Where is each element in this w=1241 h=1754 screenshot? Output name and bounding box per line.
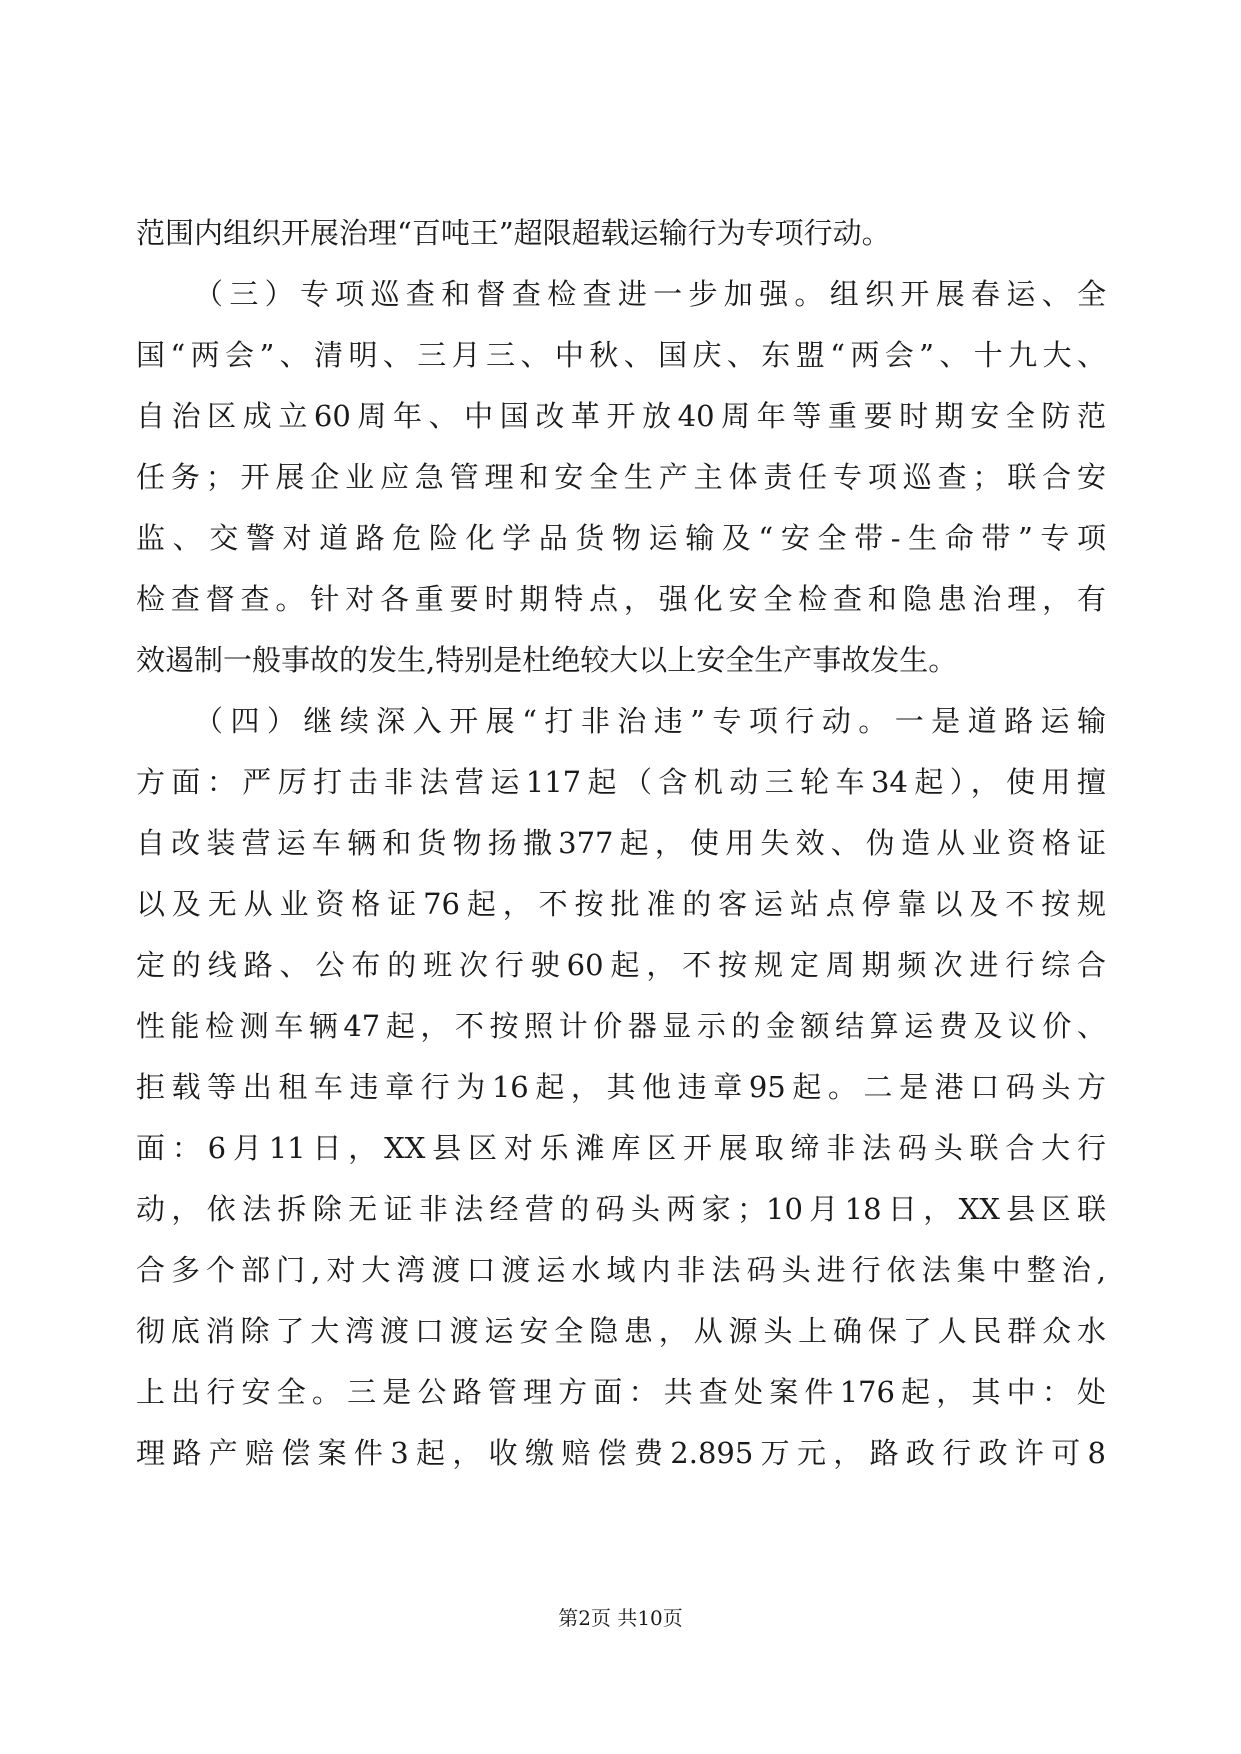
paragraph-line: 彻底消除了大湾渡口渡运安全隐患，从源头上确保了人民群众水 [136, 1314, 1106, 1348]
paragraph-line: 自改装营运车辆和货物扬撒377起，使用失效、伪造从业资格证 [136, 826, 1106, 860]
paragraph-line: 性能检测车辆47起，不按照计价器显示的金额结算运费及议价、 [136, 1009, 1106, 1043]
paragraph-line: 效遏制一般事故的发生,特别是杜绝较大以上安全生产事故发生。 [136, 643, 958, 677]
paragraph-line: 国“两会”、清明、三月三、中秋、国庆、东盟“两会”、十九大、 [136, 338, 1106, 372]
paragraph-line: 检查督查。针对各重要时期特点，强化安全检查和隐患治理，有 [136, 582, 1106, 616]
paragraph-line: 自治区成立60周年、中国改革开放40周年等重要时期安全防范 [136, 399, 1106, 433]
paragraph-line: 以及无从业资格证76起，不按批准的客运站点停靠以及不按规 [136, 887, 1106, 921]
paragraph-line: 上出行安全。三是公路管理方面：共查处案件176起，其中：处 [136, 1375, 1106, 1409]
paragraph-line: 定的线路、公布的班次行驶60起，不按规定周期频次进行综合 [136, 948, 1106, 982]
paragraph-line: 监、交警对道路危险化学品货物运输及“安全带-生命带”专项 [136, 521, 1106, 555]
paragraph-line: 理路产赔偿案件3起，收缴赔偿费2.895万元，路政行政许可8 [136, 1436, 1106, 1470]
paragraph-line: 拒载等出租车违章行为16起，其他违章95起。二是港口码头方 [136, 1070, 1106, 1104]
paragraph-line: 任务；开展企业应急管理和安全生产主体责任专项巡查；联合安 [136, 460, 1106, 494]
page-footer [0, 1602, 1241, 1631]
paragraph-line: 范围内组织开展治理“百吨王”超限超载运输行为专项行动。 [136, 216, 891, 250]
paragraph-line: 面：6月11日，XX县区对乐滩库区开展取缔非法码头联合大行 [136, 1131, 1106, 1165]
paragraph-line: 合多个部门,对大湾渡口渡运水域内非法码头进行依法集中整治, [136, 1253, 1106, 1287]
paragraph-line: 动，依法拆除无证非法经营的码头两家；10月18日，XX县区联 [136, 1192, 1106, 1226]
paragraph-line: （三）专项巡查和督查检查进一步加强。组织开展春运、全 [194, 277, 1106, 311]
paragraph-line: （四）继续深入开展“打非治违”专项行动。一是道路运输 [194, 704, 1106, 738]
paragraph-line: 方面：严厉打击非法营运117起（含机动三轮车34起），使用擅 [136, 765, 1106, 799]
page-number-label: 第2页 共10页 [558, 1606, 683, 1630]
body-text [136, 203, 1106, 1484]
